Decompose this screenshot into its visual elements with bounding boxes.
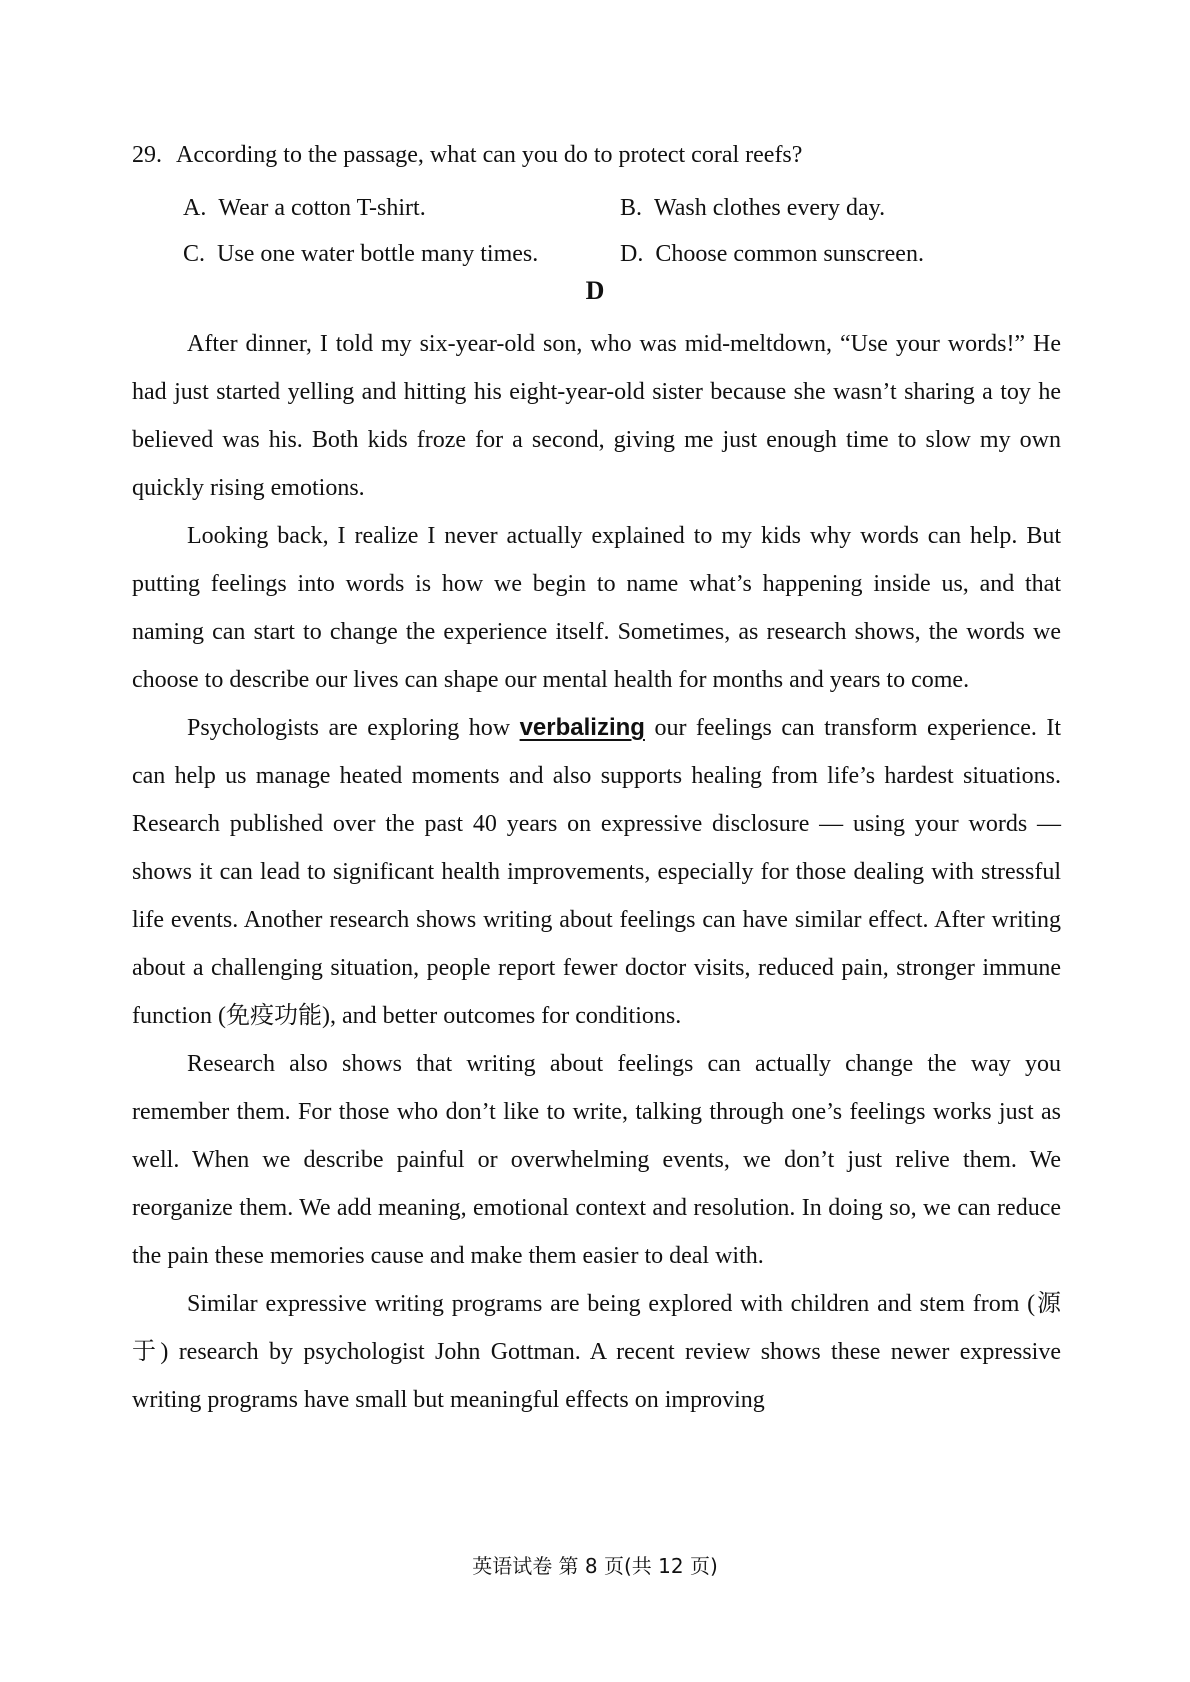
- paragraph-2: Looking back, I realize I never actually explained to my kids why words can help. But putting feelings into words is how we begin to name what’s happening inside us, and that naming can start to change the experience itself. Sometimes, as research shows, the words we choose to describe our lives can shape our mental health for months and years to come.: [132, 523, 1061, 693]
- section-heading: D: [585, 276, 605, 305]
- question-number: 29.: [132, 142, 162, 168]
- option-d: [620, 241, 1057, 268]
- option-text: Wash clothes every day.: [654, 194, 886, 221]
- option-letter: B.: [620, 194, 643, 221]
- paragraph-4: Research also shows that writing about feelings can actually change the way you remember them. For those who don’t like to write, talking through one’s feelings works just as well. When we describe painful or overwhelming events, we don’t just relive them. We reorganize them. We add meaning, emotional context and resolution. In doing so, we can reduce the pain these memories cause and make them easier to deal with.: [132, 1051, 1061, 1269]
- paragraph-3-rest: our feelings can transform experience. It can help us manage heated moments and also supports healing from life’s hardest situations. Research published over the past 40 years on expressive disclosure — using your words — shows it can lead to significant health improvements, especially for those dealing with stressful life events. Another research shows writing about feelings can have similar effect. After writing about a challenging situation, people report fewer doctor visits, reduced pain, stronger immune function (免疫功能), and better outcomes for conditions.: [132, 715, 1062, 1029]
- option-letter: C.: [183, 240, 206, 267]
- paragraph-3: [132, 704, 1061, 1040]
- reading-passage: [132, 320, 1061, 1424]
- options-row-1: [183, 185, 1083, 231]
- option-text: Choose common sunscreen.: [655, 240, 924, 267]
- option-b: [620, 195, 1057, 222]
- option-text: Wear a cotton T-shirt.: [218, 194, 426, 221]
- paragraph-1: After dinner, I told my six-year-old son, who was mid-meltdown, “Use your words!” He had just started yelling and hitting his eight-year-old sister because she wasn’t sharing a toy he believed was his. Both kids froze for a second, giving me just enough time to slow my own quickly rising emotions.: [132, 331, 1061, 501]
- question-29: [132, 138, 802, 172]
- option-letter: D.: [620, 240, 644, 267]
- paragraph-5: Similar expressive writing programs are being explored with children and stem from (源于) research by psychologist John Gottman. A recent review shows these newer expressive writing programs have small but meaningful effects on improving: [132, 1291, 1061, 1413]
- page-footer: 英语试卷 第 8 页(共 12 页): [472, 1554, 718, 1578]
- paragraph-3-start: Psychologists are exploring how: [187, 715, 511, 741]
- option-text: Use one water bottle many times.: [217, 240, 539, 267]
- question-text: According to the passage, what can you do to protect coral reefs?: [176, 142, 803, 168]
- answer-options: [183, 185, 1083, 277]
- highlighted-keyword: verbalizing: [519, 714, 645, 741]
- option-a: [183, 195, 620, 222]
- option-c: [183, 241, 620, 268]
- option-letter: A.: [183, 194, 207, 221]
- options-row-2: [183, 231, 1083, 277]
